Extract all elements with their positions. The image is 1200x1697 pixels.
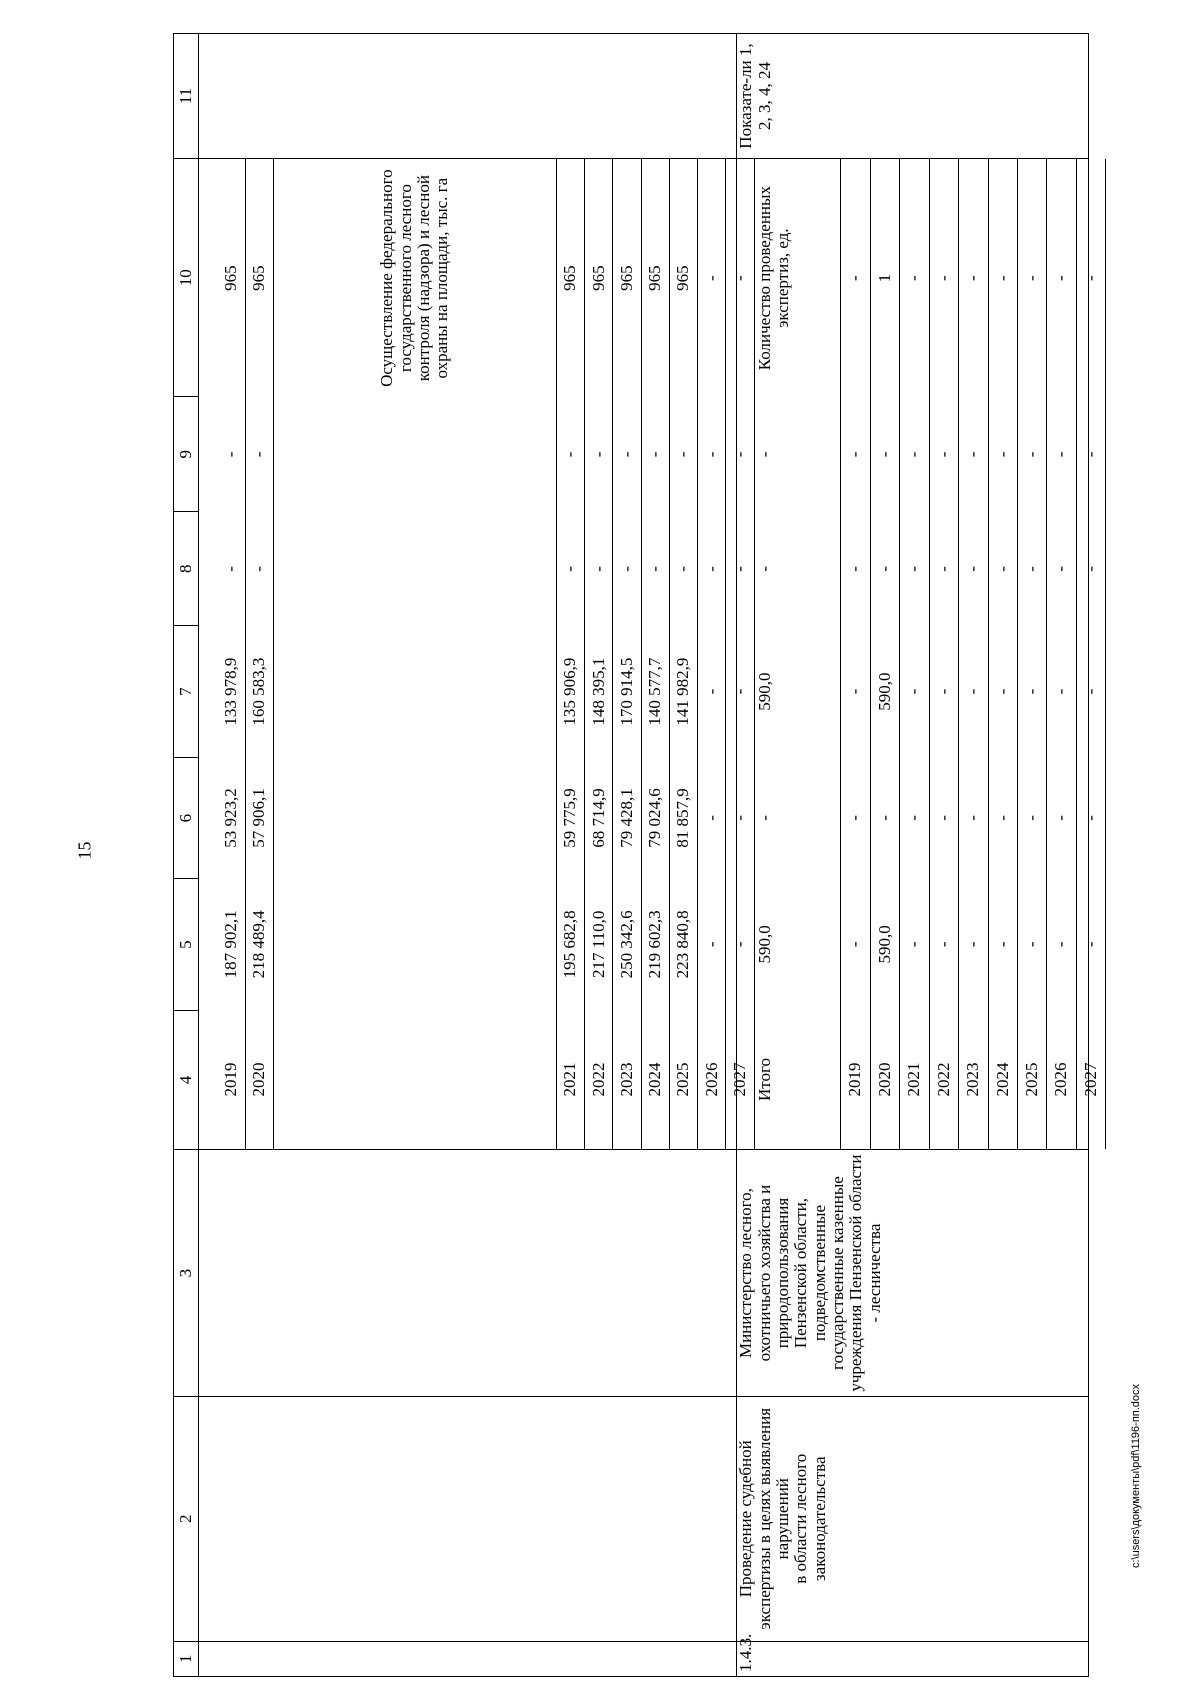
block2-row-2020	[870, 159, 899, 1149]
block1-row-2026-c10: -	[698, 159, 726, 397]
block1-row-2021-c7: 135 906,9	[557, 626, 585, 757]
block2-row-2026-c9: -	[1047, 397, 1076, 511]
block1-row-2027-c9: -	[726, 397, 754, 511]
block1-row-2025-year: 2025	[669, 1010, 697, 1149]
block1-row-2022-c6: 68 714,9	[585, 757, 613, 879]
block1-indicator-gap	[273, 512, 556, 626]
block2-row-2020-year: 2020	[870, 1010, 899, 1149]
block2-row-2019-c6: -	[841, 757, 870, 879]
block2-row-2024-c9: -	[988, 397, 1017, 511]
block2-row-2027-c8: -	[1076, 512, 1106, 626]
block1-row-2025	[669, 159, 697, 1149]
block1-indicator-text: Осуществление федерального государственного лесного контроля (надзора) и лесной охраны на площади, тыс. га	[273, 159, 556, 397]
header-col-5: 5	[174, 879, 199, 1010]
block1-row-2023-c7: 170 914,5	[613, 626, 641, 757]
block1-row-2023-c8: -	[613, 512, 641, 626]
block2-row-2027-c7: -	[1076, 626, 1106, 757]
block2-data	[737, 159, 1100, 1150]
block2-row-2026-c10: -	[1047, 159, 1076, 397]
header-row	[174, 34, 199, 1677]
block2-row-2023-c7: -	[959, 626, 988, 757]
block2-row-total-c8: -	[756, 512, 841, 626]
block1-row-2026-c8: -	[698, 512, 726, 626]
block1-row-2021	[557, 159, 585, 1149]
block2-row-2025-c9: -	[1017, 397, 1046, 511]
block2-activity-name: Проведение судебной экспертизы в целях выявления нарушений в области лесного законодательства	[737, 1396, 1089, 1641]
block1-row-2026-c6: -	[698, 757, 726, 879]
block2-row-2023-c8: -	[959, 512, 988, 626]
block1-row-2021-c10: 965	[557, 159, 585, 397]
block1-row-2027-c5: -	[726, 879, 754, 1010]
block1-row-2026	[698, 159, 726, 1149]
block1-row-2020-c7: 160 583,3	[245, 626, 273, 757]
block2-row-2021-c7: -	[900, 626, 929, 757]
block1-indicator-gap	[273, 757, 556, 879]
block2-row-2026-year: 2026	[1047, 1010, 1076, 1149]
block1-row-2021-c8: -	[557, 512, 585, 626]
block2-row-2026	[1047, 159, 1076, 1149]
block2-row-2021-c5: -	[900, 879, 929, 1010]
block1-row-2022	[585, 159, 613, 1149]
header-col-11: 11	[174, 34, 199, 159]
block1-num	[199, 1641, 737, 1676]
block1-row-2023	[613, 159, 641, 1149]
block1-row-2019-c5: 187 902,1	[217, 879, 245, 1010]
block1-row-2019-c8: -	[217, 512, 245, 626]
block2-row-2023-c6: -	[959, 757, 988, 879]
block1-row-2024-c8: -	[641, 512, 669, 626]
block2-row-2024-c8: -	[988, 512, 1017, 626]
block2-row-2027-c10: -	[1076, 159, 1106, 397]
block2-row-2022	[929, 159, 958, 1149]
block2-row-2020-c10: 1	[870, 159, 899, 397]
block1-row-2023-year: 2023	[613, 1010, 641, 1149]
page-number: 15	[74, 841, 95, 860]
block2-row-2026-c6: -	[1047, 757, 1076, 879]
block2-row-2021	[900, 159, 929, 1149]
block1-row-2025-c9: -	[669, 397, 697, 511]
block2-row-2020-c9: -	[870, 397, 899, 511]
block2-row-2026-c5: -	[1047, 879, 1076, 1010]
program-activities-table	[173, 33, 1100, 1677]
block1-row-2023-c5: 250 342,6	[613, 879, 641, 1010]
block1-indicator-year-gap	[273, 1010, 556, 1149]
block1-row-2026-c5: -	[698, 879, 726, 1010]
block1-row-2027-c8: -	[726, 512, 754, 626]
block1-row-2020-c5: 218 489,4	[245, 879, 273, 1010]
block1-row-2020-c8: -	[245, 512, 273, 626]
block2-row-2022-c7: -	[929, 626, 958, 757]
block2-row-2024-c7: -	[988, 626, 1017, 757]
block2-row-2023-c10: -	[959, 159, 988, 397]
block1-row-2019-c6: 53 923,2	[217, 757, 245, 879]
block1-row-2021-c9: -	[557, 397, 585, 511]
block1-executor	[199, 1150, 737, 1397]
block1-row-2024-year: 2024	[641, 1010, 669, 1149]
block2-row-total-c5: 590,0	[756, 879, 841, 1010]
block2-row-2022-c5: -	[929, 879, 958, 1010]
block2-row-total	[756, 159, 841, 1149]
block1-row-2022-year: 2022	[585, 1010, 613, 1149]
block1-row-2020	[245, 159, 273, 1149]
block1-data-table	[217, 159, 754, 1149]
block1-row-2021-year: 2021	[557, 1010, 585, 1149]
header-col-10: 10	[174, 159, 199, 397]
block2-row-2023-c5: -	[959, 879, 988, 1010]
block2-row-2025-c7: -	[1017, 626, 1046, 757]
block2-row-2019-c7: -	[841, 626, 870, 757]
block2-indicators: Показате-ли 1, 2, 3, 4, 24	[737, 34, 1089, 159]
block1-indicator-gap	[273, 879, 556, 1010]
block1-row-2020-c10: 965	[245, 159, 273, 397]
block1-row-2019-year: 2019	[217, 1010, 245, 1149]
header-col-4: 4	[174, 1010, 199, 1150]
block2-row-total-c7: 590,0	[756, 626, 841, 757]
block1-row-2027-c10: -	[726, 159, 754, 397]
block1-row-2025-c8: -	[669, 512, 697, 626]
block2-row-2024-c6: -	[988, 757, 1017, 879]
block2-row-2025-c8: -	[1017, 512, 1046, 626]
block1-row-2023-c6: 79 428,1	[613, 757, 641, 879]
block2-row-total-c6: -	[756, 757, 841, 879]
block2-row-2019-c5: -	[841, 879, 870, 1010]
rotated-table-container	[173, 33, 1100, 1677]
block2-row-2021-year: 2021	[900, 1010, 929, 1149]
block1-row-2022-c9: -	[585, 397, 613, 511]
block1-row-2026-c7: -	[698, 626, 726, 757]
block1-row-2027-year: 2027	[726, 1010, 754, 1149]
block1-data	[199, 159, 749, 1150]
block1-row-2019-c9: -	[217, 397, 245, 511]
block2-row-2022-c10: -	[929, 159, 958, 397]
block1-row-2020-c9: -	[245, 397, 273, 511]
block2-executor: Министерство лесного, охотничьего хозяйства и природопользования Пензенской области, подведомственные государственные казенные учреждения Пензенской области - лесничества	[737, 1150, 1089, 1397]
block2-row-total-c10: Количество проведенных экспертиз, ед.	[756, 159, 841, 397]
block1-row-2022-c10: 965	[585, 159, 613, 397]
block2-row-2027-year: 2027	[1076, 1010, 1106, 1149]
block2-row-2022-year: 2022	[929, 1010, 958, 1149]
block-1-4-3	[737, 34, 1089, 1677]
block2-row-2025-c5: -	[1017, 879, 1046, 1010]
block-continuation	[199, 34, 737, 1677]
block2-row-2022-c6: -	[929, 757, 958, 879]
block1-row-2019-c10: 965	[217, 159, 245, 397]
block1-row-2025-c5: 223 840,8	[669, 879, 697, 1010]
block1-indicator-row	[273, 159, 556, 1149]
block2-row-2024	[988, 159, 1017, 1149]
block2-row-2022-c9: -	[929, 397, 958, 511]
block2-row-2023	[959, 159, 988, 1149]
block2-row-2025-c6: -	[1017, 757, 1046, 879]
block2-row-2020-c8: -	[870, 512, 899, 626]
block2-row-2022-c8: -	[929, 512, 958, 626]
block1-row-2026-year: 2026	[698, 1010, 726, 1149]
block1-row-2022-c8: -	[585, 512, 613, 626]
block2-row-2025	[1017, 159, 1046, 1149]
block1-row-2025-c6: 81 857,9	[669, 757, 697, 879]
block1-name	[199, 1396, 737, 1641]
block1-row-2026-c9: -	[698, 397, 726, 511]
header-col-2: 2	[174, 1396, 199, 1641]
block2-row-2027-c5: -	[1076, 879, 1106, 1010]
header-col-7: 7	[174, 626, 199, 757]
block1-indicator-gap	[273, 397, 556, 511]
block2-row-2027-c9: -	[1076, 397, 1106, 511]
header-col-9: 9	[174, 397, 199, 512]
block1-row-2027-c7: -	[726, 626, 754, 757]
header-col-3: 3	[174, 1150, 199, 1397]
block1-row-2023-c9: -	[613, 397, 641, 511]
block1-col11	[199, 34, 737, 159]
block2-row-total-c9: -	[756, 397, 841, 511]
block1-indicator-gap	[273, 626, 556, 757]
block2-row-2019-c9: -	[841, 397, 870, 511]
block2-row-2025-c10: -	[1017, 159, 1046, 397]
block2-row-2023-c9: -	[959, 397, 988, 511]
block1-row-2024-c7: 140 577,7	[641, 626, 669, 757]
block1-row-2021-c5: 195 682,8	[557, 879, 585, 1010]
block1-row-2025-c7: 141 982,9	[669, 626, 697, 757]
block1-row-2023-c10: 965	[613, 159, 641, 397]
block2-row-2020-c5: 590,0	[870, 879, 899, 1010]
block2-row-2026-c7: -	[1047, 626, 1076, 757]
block2-row-2019-c10: -	[841, 159, 870, 397]
block1-row-2024-c5: 219 602,3	[641, 879, 669, 1010]
block1-row-2024-c6: 79 024,6	[641, 757, 669, 879]
block2-row-2024-c10: -	[988, 159, 1017, 397]
block2-row-2025-year: 2025	[1017, 1010, 1046, 1149]
block2-row-2024-c5: -	[988, 879, 1017, 1010]
block1-row-2022-c7: 148 395,1	[585, 626, 613, 757]
block2-row-2019	[841, 159, 870, 1149]
block1-row-2027-c6: -	[726, 757, 754, 879]
block2-row-2027-c6: -	[1076, 757, 1106, 879]
block1-row-2019-c7: 133 978,9	[217, 626, 245, 757]
block2-row-2020-c6: -	[870, 757, 899, 879]
block2-row-2024-year: 2024	[988, 1010, 1017, 1149]
block2-row-2021-c9: -	[900, 397, 929, 511]
block2-row-2026-c8: -	[1047, 512, 1076, 626]
block2-row-2021-c8: -	[900, 512, 929, 626]
block1-row-2024-c10: 965	[641, 159, 669, 397]
header-col-8: 8	[174, 511, 199, 626]
block1-row-2020-year: 2020	[245, 1010, 273, 1149]
block2-row-2020-c7: 590,0	[870, 626, 899, 757]
block1-row-2024-c9: -	[641, 397, 669, 511]
block2-num: 1.4.3.	[737, 1641, 1089, 1676]
block1-row-2024	[641, 159, 669, 1149]
block2-row-2023-year: 2023	[959, 1010, 988, 1149]
block1-row-2020-c6: 57 906,1	[245, 757, 273, 879]
block1-row-2022-c5: 217 110,0	[585, 879, 613, 1010]
block2-row-2019-year: 2019	[841, 1010, 870, 1149]
block2-row-2027	[1076, 159, 1106, 1149]
block2-row-2021-c10: -	[900, 159, 929, 397]
block1-row-2025-c10: 965	[669, 159, 697, 397]
block1-row-2021-c6: 59 775,9	[557, 757, 585, 879]
block2-data-table	[756, 159, 1107, 1149]
header-col-1: 1	[174, 1641, 199, 1676]
header-col-6: 6	[174, 757, 199, 879]
block2-row-total-year: Итого	[756, 1010, 841, 1149]
footer-file-path: c:\users\документы\pdf\1196-пп.docx	[1130, 1383, 1142, 1568]
block2-row-2019-c8: -	[841, 512, 870, 626]
block1-row-2019	[217, 159, 245, 1149]
block2-row-2021-c6: -	[900, 757, 929, 879]
